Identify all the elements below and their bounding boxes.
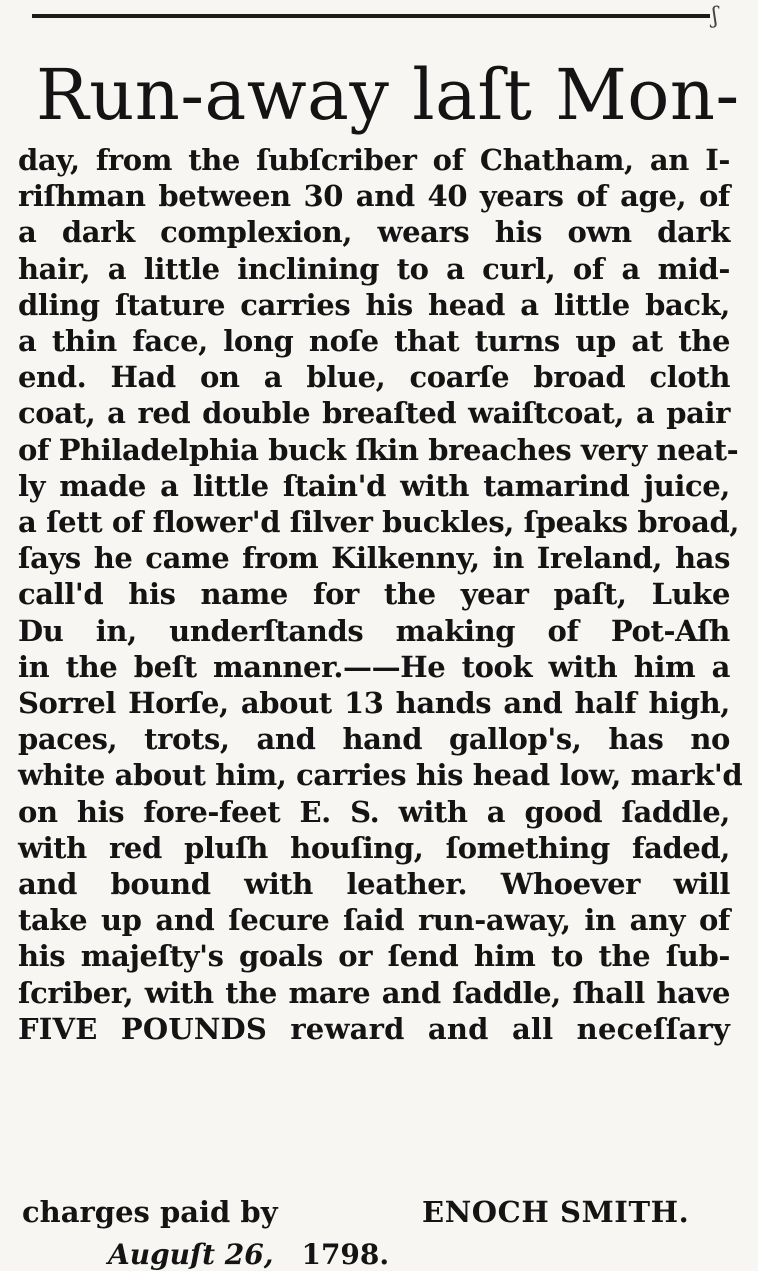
body-line: ly made a little ſtain'd with tamarind juice, — [18, 468, 730, 503]
reward-line: FIVE POUNDS reward and all neceſſary — [18, 1011, 730, 1046]
advertisement-body — [18, 142, 743, 1047]
body-line: white about him, carries his head low, mark'd — [18, 758, 743, 793]
body-line: day, from the ſubſcriber of Chatham, an I- — [18, 143, 730, 177]
body-line: ſays he came from Kilkenny, in Ireland, has — [18, 541, 730, 576]
signer-name: ENOCH SMITH. — [422, 1195, 690, 1229]
top-rule — [32, 14, 710, 18]
body-line: with red pluſh houſing, ſomething faded, — [18, 830, 730, 865]
body-line: coat, a red double breaſted waiſtcoat, a pair — [18, 396, 730, 431]
body-line: Du in, underſtands making of Pot-Aſh — [18, 613, 730, 648]
body-line: Sorrel Horſe, about 13 hands and half high, — [18, 686, 730, 721]
body-line: ſcriber, with the mare and ſaddle, ſhall have — [18, 975, 730, 1010]
body-line: dling ſtature carries his head a little back, — [18, 287, 730, 322]
body-line: and bound with leather. Whoever will — [18, 867, 730, 902]
charges-paid-text: charges paid by — [22, 1195, 278, 1229]
body-line: riſhman between 30 and 40 years of age, of — [18, 179, 730, 214]
body-line: call'd his name for the year paſt, Luke — [18, 577, 730, 612]
body-line: of Philadelphia buck ſkin breaches very neat- — [18, 432, 739, 467]
headline: Run-away laſt Mon- — [36, 54, 740, 136]
body-line: his majeſty's goals or ſend him to the ſub- — [18, 939, 730, 974]
body-line: paces, trots, and hand gallop's, has no — [18, 722, 730, 757]
margin-mark: ʃ — [712, 4, 718, 29]
dateline-date: Auguſt 26, — [108, 1238, 274, 1271]
body-line: a dark complexion, wears his own dark — [18, 215, 730, 250]
body-line: take up and ſecure ſaid run-away, in any of — [18, 903, 730, 938]
dateline-year: 1798. — [301, 1238, 390, 1271]
dateline — [108, 1238, 389, 1271]
body-line: end. Had on a blue, coarſe broad cloth — [18, 360, 730, 395]
body-line: a ſett of flower'd ſilver buckles, ſpeaks broad, — [18, 505, 740, 540]
body-line: in the beſt manner.——He took with him a — [18, 649, 730, 684]
body-line: on his fore-feet E. S. with a good ſaddle, — [18, 794, 730, 829]
body-line: a thin face, long noſe that turns up at the — [18, 324, 730, 359]
body-line: hair, a little inclining to a curl, of a mid- — [18, 251, 730, 286]
